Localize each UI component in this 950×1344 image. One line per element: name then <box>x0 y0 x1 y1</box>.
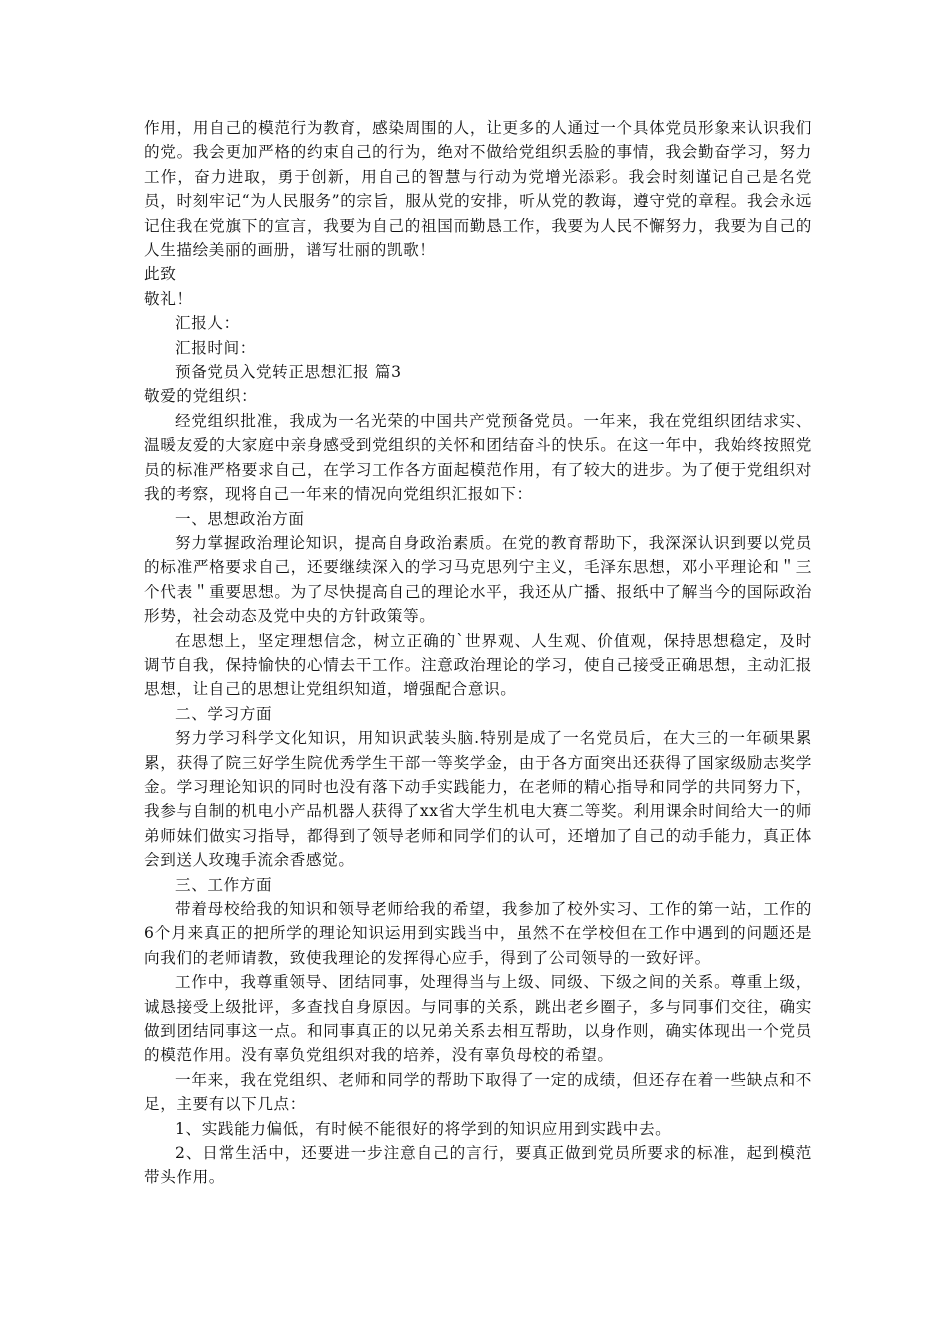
list-item-shortcoming-2: 2、日常生活中，还要进一步注意自己的言行，要真正做到党员所要求的标准，起到模范带头作用。 <box>144 1144 812 1187</box>
document-page <box>144 116 812 1190</box>
heading-political-thought: 一、思想政治方面 <box>175 509 305 528</box>
heading-study: 二、学习方面 <box>175 704 273 723</box>
section-title: 预备党员入党转正思想汇报 篇3 <box>175 363 402 382</box>
salutation-jingli: 敬礼！ <box>144 289 193 308</box>
greeting: 敬爱的党组织： <box>144 387 258 406</box>
reporter-label: 汇报人： <box>175 314 240 333</box>
paragraph-shortcomings-intro: 一年来，我在党组织、老师和同学的帮助下取得了一定的成绩，但还存在着一些缺点和不足，主要有以下几点： <box>144 1070 812 1114</box>
paragraph-study: 努力学习科学文化知识，用知识武装头脑.特别是成了一名党员后，在大三的一年硕果累累，获得了院三好学生院优秀学生干部一等奖学金，由于各方面突出还获得了国家级励志奖学金。学习理论知识的同时也没有落下动手实践能力，在老师的精心指导和同学的共同努力下，我参与自制的机电小产品机器人获得了xx省大学生机电大赛二等奖。利用课余时间给大一的师弟师妹们做实习指导，都得到了领导老师和同学们的认可，还增加了自己的动手能力，真正体会到送人玫瑰手流余香感觉。 <box>144 729 812 870</box>
paragraph-internship: 带着母校给我的知识和领导老师给我的希望，我参加了校外实习、工作的第一站，工作的6个月来真正的把所学的理论知识运用到实践当中，虽然不在学校但在工作中遇到的问题还是向我们的老师请教，致使我理论的发挥得心应手，得到了公司领导的一致好评。 <box>144 900 812 967</box>
paragraph-intro: 经党组织批准，我成为一名光荣的中国共产党预备党员。一年来，我在党组织团结求实、温暖友爱的大家庭中亲身感受到党组织的关怀和团结奋斗的快乐。在这一年中，我始终按照党员的标准严格要求自己，在学习工作各方面起模范作用，有了较大的进步。为了便于党组织对我的考察，现将自己一年来的情况向党组织汇报如下： <box>144 411 812 504</box>
report-time-label: 汇报时间： <box>175 338 256 357</box>
paragraph-colleagues: 工作中，我尊重领导、团结同事，处理得当与上级、同级、下级之间的关系。尊重上级，诚恳接受上级批评，多查找自身原因。与同事的关系，跳出老乡圈子，多与同事们交往，确实做到团结同事这一点。和同事真正的以兄弟关系去相互帮助，以身作则，确实体现出一个党员的模范作用。没有辜负党组织对我的培养，没有辜负母校的希望。 <box>144 973 812 1065</box>
paragraph-commitment-closing: 作用，用自己的模范行为教育，感染周围的人，让更多的人通过一个具体党员形象来认识我们的党。我会更加严格的约束自己的行为，绝对不做给党组织丢脸的事情，我会勤奋学习，努力工作，奋力进取，勇于创新，用自己的智慧与行动为党增光添彩。我会时刻谨记自己是名党员，时刻牢记“为人民服务”的宗旨，服从党的安排，听从党的教诲，遵守党的章程。我会永远记住我在党旗下的宣言，我要为自己的祖国而勤恳工作，我要为人民不懈努力，我要为自己的人生描绘美丽的画册，谱写壮丽的凯歌！ <box>144 119 812 260</box>
paragraph-ideology: 在思想上，坚定理想信念，树立正确的`世界观、人生观、价值观，保持思想稳定，及时调节自我，保持愉快的心情去干工作。注意政治理论的学习，使自己接受正确思想，主动汇报思想，让自己的思想让党组织知道，增强配合意识。 <box>144 631 812 699</box>
list-item-shortcoming-1: 1、实践能力偏低，有时候不能很好的将学到的知识应用到实践中去。 <box>175 1119 672 1138</box>
paragraph-political-theory: 努力掌握政治理论知识，提高自身政治素质。在党的教育帮助下，我深深认识到要以党员的标准严格要求自己，还要继续深入的学习马克思列宁主义，毛泽东思想，邓小平理论和＂三个代表＂重要思想。为了尽快提高自己的理论水平，我还从广播、报纸中了解当今的国际政治形势，社会动态及党中央的方针政策等。 <box>144 533 812 626</box>
salutation-cizhi: 此致 <box>144 265 177 284</box>
heading-work: 三、工作方面 <box>175 875 273 894</box>
